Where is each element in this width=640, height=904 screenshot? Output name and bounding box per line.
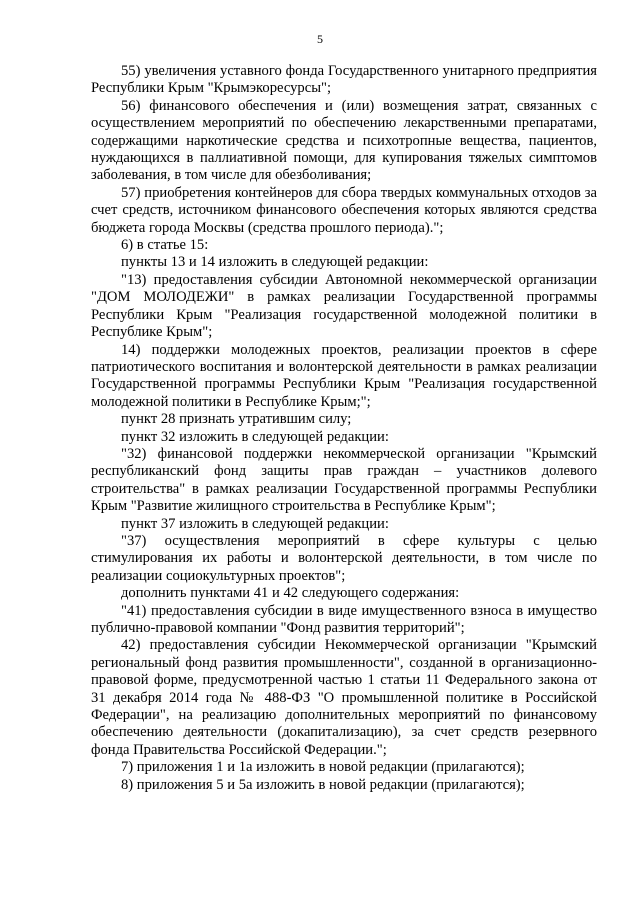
paragraph-section-6: 6) в статье 15: <box>121 237 209 254</box>
page-number: 5 <box>317 32 323 46</box>
paragraph-item-14: 14) поддержки молодежных проектов, реализации проектов в сфере патриотического воспитания и волонтерской деятельности в рамках реализации Государственной программы Республики Крым "Реализация государственной молодежной политики в Республике Крым;"; <box>91 341 597 410</box>
paragraph-item-57: 57) приобретения контейнеров для сбора твердых коммунальных отходов за счет средств, источником финансового обеспечения которых являются средства бюджета города Москвы (средства прошлого периода)."; <box>91 184 597 236</box>
paragraph-item-13: "13) предоставления субсидии Автономной некоммерческой организации "ДОМ МОЛОДЕЖИ" в рамках реализации Государственной программы Республики Крым "Реализация государственной молодежной политики в Республике Крым"; <box>91 271 597 341</box>
paragraph-instruction-13-14: пункты 13 и 14 изложить в следующей редакции: <box>121 254 429 271</box>
paragraph-instruction-28: пункт 28 признать утратившим силу; <box>121 411 352 428</box>
paragraph-section-7: 7) приложения 1 и 1а изложить в новой редакции (прилагаются); <box>121 759 525 776</box>
paragraph-item-56: 56) финансового обеспечения и (или) возмещения затрат, связанных с осуществлением мероприятий по обеспечению лекарственными препаратами, содержащими наркотические средства и психотропные вещества, пациентов, нуждающихся в паллиативной помощи, для купирования тяжелых симптомов заболевания, в том числе для обезболивания; <box>91 97 597 184</box>
paragraph-item-42: 42) предоставления субсидии Некоммерческой организации "Крымский региональный фонд развития промышленности", созданной в организационно-правовой форме, предусмотренной частью 1 статьи 11 Федерального закона от 31 декабря 2014 года № 488-ФЗ "О промышленной политике в Российской Федерации", на реализацию дополнительных мероприятий по финансовому обеспечению деятельности (докапитализацию), за счет средств резервного фонда Правительства Российской Федерации."; <box>91 637 597 758</box>
paragraph-item-32: "32) финансовой поддержки некоммерческой организации "Крымский республиканский фонд защиты прав граждан – участников долевого строительства" в рамках реализации Государственной программы Республики Крым "Развитие жилищного строительства в Республике Крым"; <box>91 445 597 515</box>
document-body <box>91 63 597 794</box>
paragraph-instruction-37: пункт 37 изложить в следующей редакции: <box>121 515 389 532</box>
paragraph-instruction-32: пункт 32 изложить в следующей редакции: <box>121 428 389 445</box>
paragraph-item-37: "37) осуществления мероприятий в сфере культуры с целью стимулирования их работы и волонтерской деятельности, в том числе по реализации социокультурных проектов"; <box>91 532 597 584</box>
paragraph-section-8: 8) приложения 5 и 5а изложить в новой редакции (прилагаются); <box>121 776 525 793</box>
paragraph-item-55: 55) увеличения уставного фонда Государственного унитарного предприятия Республики Крым "Крымэкоресурсы"; <box>91 63 597 97</box>
paragraph-item-41: "41) предоставления субсидии в виде имущественного взноса в имущество публично-правовой компании "Фонд развития территорий"; <box>91 602 597 636</box>
paragraph-instruction-41-42: дополнить пунктами 41 и 42 следующего содержания: <box>121 585 460 602</box>
